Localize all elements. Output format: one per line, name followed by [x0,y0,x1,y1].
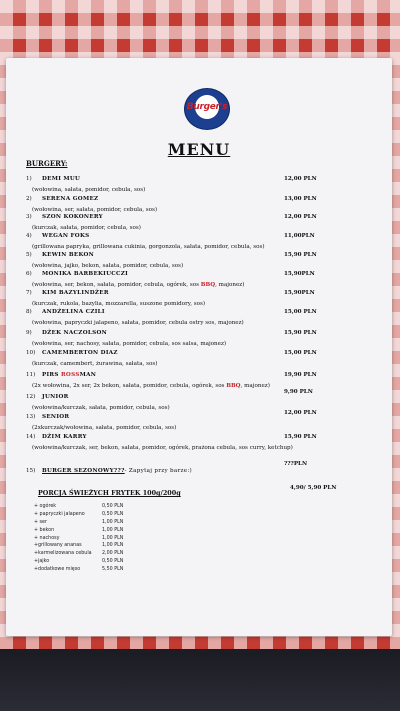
item-price: 12,00 PLN [284,214,317,220]
item-description: (grillowana papryka, grillowana cukinia, gorgonzola, sałata, pomidor, cebula, sos) [32,244,265,250]
desc-part: , majonez) [215,282,245,288]
item-price: 15,00 PLN [284,309,317,315]
extra-name: +jajko [34,559,50,565]
item-price: 12,00 PLN [284,410,317,416]
name-highlight: ROSS [60,372,80,378]
item-description: (kurczak, rukola, bazylia, mozzarella, suszone pomidory, sos) [32,301,206,307]
extras-list [34,504,174,575]
item-number: 2) [26,196,32,202]
extra-price: 0,50 PLN [102,511,124,517]
extra-price: 0,50 PLN [102,504,124,509]
extra-name: + bekon [34,527,55,533]
floor-background [0,649,400,711]
item-name: DŻIM KARRY [42,434,87,440]
item-number: 14) [26,434,36,440]
desc-highlight: BBQ [200,282,216,288]
item-name: SZON KOKONERY [42,214,103,220]
list-item [34,567,174,575]
item-description: (wołowina/kurczak, sałata, pomidor, cebula, sos) [32,405,170,411]
extra-price: 5,50 PLN [102,567,124,573]
item-name: KIM BAZYLINDŻER [42,290,109,296]
item-number: 7) [26,290,32,296]
list-item [34,520,174,528]
restaurant-logo [184,88,230,130]
item-price: 11,00PLN [284,233,315,239]
item-number: 6) [26,271,32,277]
item-number: 4) [26,233,32,239]
extra-name: + ogórek [34,504,57,509]
item-price: 15,00 PLN [284,350,317,356]
extra-price: 2,00 PLN [102,551,124,557]
extra-name: +grillowany ananas [34,543,82,549]
extra-price: 1,00 PLN [102,535,124,541]
item-name: ANDŻELINA CZILI [42,309,105,315]
item-number: 1) [26,176,32,182]
item-price: ???PLN [284,461,308,467]
extra-price: 1,00 PLN [102,527,124,533]
name-part: MAN [79,372,97,378]
name-part: PIRS [42,372,61,378]
item-price: 13,00 PLN [284,196,317,202]
extra-name: + nachosy [34,535,60,541]
name-part: BURGER SEZONOWY??? [42,468,125,474]
desc-part: (wołowina, ser, bekon, sałata, pomidor, cebula, ogórek, sos [32,282,201,288]
item-price: 19,90 PLN [284,372,317,378]
list-item [34,504,174,512]
item-price: 15,90 PLN [284,252,317,258]
item-number: 9) [26,330,32,336]
extra-name: +karmelizowana cebula [34,551,92,557]
list-item [34,512,174,520]
item-name: WEGAN FOKS [42,233,90,239]
item-name: SERENA GOMEZ [42,196,99,202]
item-number: 15) [26,468,36,474]
item-price: 9,90 PLN [284,389,313,395]
logo-lettering: Burger's [186,102,228,112]
menu-sheet [6,58,392,636]
item-description: (2xkurczak/wołowina, sałata, pomidor, cebula, sos) [32,425,177,431]
item-name: KEWIN BEKON [42,252,95,258]
list-item [34,559,174,567]
list-item [34,528,174,536]
fries-price: 4,90/ 5,90 PLN [290,485,337,491]
item-number: 13) [26,414,36,420]
item-note: - Zapytaj przy barze:) [124,468,193,474]
item-name: DŻEK NACZOLSON [42,330,108,336]
desc-part: , majonez) [240,383,270,389]
item-price: 15,90PLN [284,290,315,296]
item-description: (wołowina, jajko, bekon, sałata, pomidor, cebula, sos) [32,263,184,269]
item-number: 5) [26,252,32,258]
item-price: 15,90 PLN [284,434,317,440]
extra-name: + ser [34,519,47,525]
item-price: 15,90 PLN [284,330,317,336]
menu-title: MENU [167,140,231,159]
item-description: (kurczak, sałata, pomidor, cebula, sos) [32,225,141,231]
item-number: 3) [26,214,32,220]
item-description: (wołowina, ser, sałata, pomidor, cebula, sos) [32,207,158,213]
item-description: (wołowina/kurczak, ser, bekon, sałata, pomidor, ogórek, prażona cebula, sos curry, ketchup) [32,445,293,451]
item-name: DEMI MUU [42,176,81,182]
desc-part: (2x wołowina, 2x ser, 2x bekon, sałata, pomidor, cebula, ogórek, sos [32,383,227,389]
item-number: 11) [26,372,36,378]
item-number: 8) [26,309,32,315]
item-description: (kurczak, camembert, żurawina, sałata, sos) [32,361,158,367]
fries-heading: PORCJA ŚWIEŻYCH FRYTEK 100g/200g [38,489,181,497]
item-name: MONIKA BARBEKIUCCZI [42,271,129,277]
item-number: 12) [26,394,36,400]
section-heading: BURGERY: [26,159,68,168]
extra-name: + papryczki jalapeno [34,511,85,517]
item-description: (wołowina, ser, nachosy, sałata, pomidor, cebula, sos salsa, majonez) [32,341,227,347]
item-description: (wołowina, sałata, pomidor, cebula, sos) [32,187,146,193]
item-name [42,468,192,474]
item-price: 15,90PLN [284,271,315,277]
item-description [32,281,332,289]
item-name [42,372,96,378]
extra-price: 0,50 PLN [102,559,124,565]
item-number: 10) [26,350,36,356]
item-name: JUNIOR [42,394,69,400]
item-description: (wołowina, papryczki jalapeno, sałata, pomidor, cebula ostry sos, majonez) [32,320,244,326]
item-price: 12,00 PLN [284,176,317,182]
desc-highlight: BBQ [226,383,241,389]
extra-price: 1,00 PLN [102,543,124,549]
extra-price: 1,00 PLN [102,519,124,525]
item-name: CAMEMBERTON DIAZ [42,350,118,356]
item-name: SENIOR [42,414,70,420]
extra-name: +dodatkowe mięso [34,567,81,573]
